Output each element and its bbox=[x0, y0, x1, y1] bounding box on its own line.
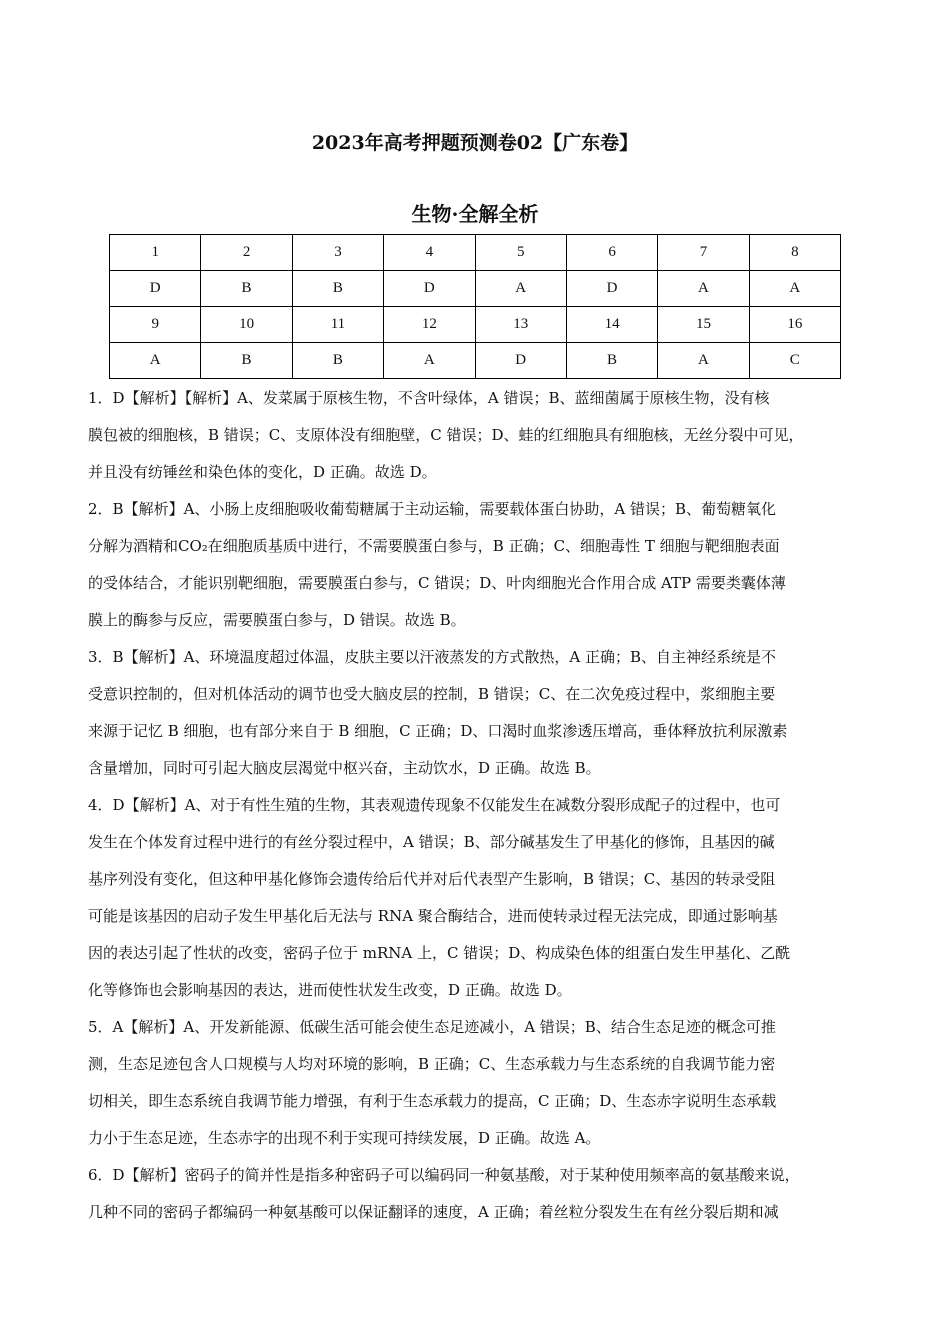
answer-cell: D bbox=[566, 271, 657, 307]
question-number-cell: 15 bbox=[658, 307, 749, 343]
answer-cell: B bbox=[292, 271, 383, 307]
question-number-row bbox=[110, 235, 841, 271]
explanation-paragraph bbox=[88, 380, 874, 491]
question-number-cell: 2 bbox=[201, 235, 292, 271]
explanation-line: 并且没有纺锤丝和染色体的变化，D 正确。故选 D。 bbox=[88, 463, 437, 481]
explanation-paragraph bbox=[88, 1009, 874, 1157]
explanation-line: 膜包被的细胞核，B 错误；C、支原体没有细胞壁，C 错误；D、蛙的红细胞具有细胞核，无丝分裂中可见， bbox=[88, 426, 804, 444]
question-number-cell: 8 bbox=[749, 235, 840, 271]
answer-cell: D bbox=[110, 271, 201, 307]
question-number-cell: 11 bbox=[292, 307, 383, 343]
question-number-row bbox=[110, 307, 841, 343]
explanation-line: 切相关，即生态系统自我调节能力增强，有利于生态承载力的提高，C 正确；D、生态赤字说明生态承载 bbox=[88, 1092, 777, 1110]
answer-cell: A bbox=[110, 343, 201, 379]
answer-cell: A bbox=[384, 343, 475, 379]
page-title: 2023年高考押题预测卷02【广东卷】 bbox=[311, 132, 639, 154]
question-number-cell: 14 bbox=[566, 307, 657, 343]
question-number-cell: 3 bbox=[292, 235, 383, 271]
explanation-paragraph bbox=[88, 639, 874, 787]
explanation-line: 分解为酒精和CO₂在细胞质基质中进行，不需要膜蛋白参与，B 正确；C、细胞毒性 T 细胞与靶细胞表面 bbox=[88, 537, 780, 555]
question-number-cell: 9 bbox=[110, 307, 201, 343]
explanation-line: 膜上的酶参与反应，需要膜蛋白参与，D 错误。故选 B。 bbox=[88, 611, 466, 629]
explanation-line: 2．B【解析】A、小肠上皮细胞吸收葡萄糖属于主动运输，需要载体蛋白协助，A 错误；B、葡萄糖氧化 bbox=[88, 500, 777, 518]
answer-cell: A bbox=[658, 271, 749, 307]
explanations-section bbox=[88, 380, 874, 1231]
explanation-line: 1．D【解析】【解析】A、发菜属于原核生物，不含叶绿体，A 错误；B、蓝细菌属于原核生物，没有核 bbox=[88, 389, 770, 407]
explanation-line: 因的表达引起了性状的改变，密码子位于 mRNA 上，C 错误；D、构成染色体的组蛋白发生甲基化、乙酰 bbox=[88, 944, 791, 962]
explanation-line: 几种不同的密码子都编码一种氨基酸可以保证翻译的速度，A 正确；着丝粒分裂发生在有丝分裂后期和减 bbox=[88, 1203, 779, 1221]
explanation-line: 受意识控制的，但对机体活动的调节也受大脑皮层的控制，B 错误；C、在二次免疫过程中，浆细胞主要 bbox=[88, 685, 776, 703]
question-number-cell: 16 bbox=[749, 307, 840, 343]
explanation-paragraph bbox=[88, 1157, 874, 1231]
explanation-line: 力小于生态足迹，生态赤字的出现不利于实现可持续发展，D 正确。故选 A。 bbox=[88, 1129, 601, 1147]
explanation-line: 可能是该基因的启动子发生甲基化后无法与 RNA 聚合酶结合，进而使转录过程无法完成，即通过影响基 bbox=[88, 907, 778, 925]
explanation-line: 发生在个体发育过程中进行的有丝分裂过程中，A 错误；B、部分碱基发生了甲基化的修饰，且基因的碱 bbox=[88, 833, 775, 851]
question-number-cell: 1 bbox=[110, 235, 201, 271]
question-number-cell: 7 bbox=[658, 235, 749, 271]
answer-row bbox=[110, 343, 841, 379]
answer-cell: D bbox=[475, 343, 566, 379]
answer-cell: A bbox=[658, 343, 749, 379]
explanation-line: 化等修饰也会影响基因的表达，进而使性状发生改变，D 正确。故选 D。 bbox=[88, 981, 572, 999]
explanation-line: 来源于记忆 B 细胞，也有部分来自于 B 细胞，C 正确；D、口渴时血浆渗透压增高，垂体释放抗利尿激素 bbox=[88, 722, 788, 740]
explanation-line: 基序列没有变化，但这种甲基化修饰会遗传给后代并对后代表型产生影响，B 错误；C、基因的转录受阻 bbox=[88, 870, 776, 888]
answer-cell: D bbox=[384, 271, 475, 307]
question-number-cell: 5 bbox=[475, 235, 566, 271]
explanation-line: 的受体结合，才能识别靶细胞，需要膜蛋白参与，C 错误；D、叶肉细胞光合作用合成 ATP 需要类囊体薄 bbox=[88, 574, 786, 592]
answer-cell: A bbox=[475, 271, 566, 307]
page-subtitle: 生物·全解全析 bbox=[411, 202, 539, 226]
question-number-cell: 10 bbox=[201, 307, 292, 343]
answer-table bbox=[109, 234, 841, 379]
answer-row bbox=[110, 271, 841, 307]
question-number-cell: 4 bbox=[384, 235, 475, 271]
explanation-line: 含量增加，同时可引起大脑皮层渴觉中枢兴奋，主动饮水，D 正确。故选 B。 bbox=[88, 759, 601, 777]
explanation-line: 6．D【解析】密码子的简并性是指多种密码子可以编码同一种氨基酸，对于某种使用频率高的氨基酸来说， bbox=[88, 1166, 800, 1184]
explanation-paragraph bbox=[88, 787, 874, 1009]
answer-cell: B bbox=[292, 343, 383, 379]
question-number-cell: 12 bbox=[384, 307, 475, 343]
answer-cell: A bbox=[749, 271, 840, 307]
explanation-line: 4．D【解析】A、对于有性生殖的生物，其表观遗传现象不仅能发生在减数分裂形成配子的过程中，也可 bbox=[88, 796, 781, 814]
explanation-line: 5．A【解析】A、开发新能源、低碳生活可能会使生态足迹减小，A 错误；B、结合生态足迹的概念可推 bbox=[88, 1018, 776, 1036]
answer-cell: B bbox=[566, 343, 657, 379]
question-number-cell: 13 bbox=[475, 307, 566, 343]
answer-cell: C bbox=[749, 343, 840, 379]
answer-cell: B bbox=[201, 271, 292, 307]
explanation-line: 3．B【解析】A、环境温度超过体温，皮肤主要以汗液蒸发的方式散热，A 正确；B、自主神经系统是不 bbox=[88, 648, 777, 666]
answer-cell: B bbox=[201, 343, 292, 379]
explanation-line: 测，生态足迹包含人口规模与人均对环境的影响，B 正确；C、生态承载力与生态系统的自我调节能力密 bbox=[88, 1055, 776, 1073]
explanation-paragraph bbox=[88, 491, 874, 639]
question-number-cell: 6 bbox=[566, 235, 657, 271]
